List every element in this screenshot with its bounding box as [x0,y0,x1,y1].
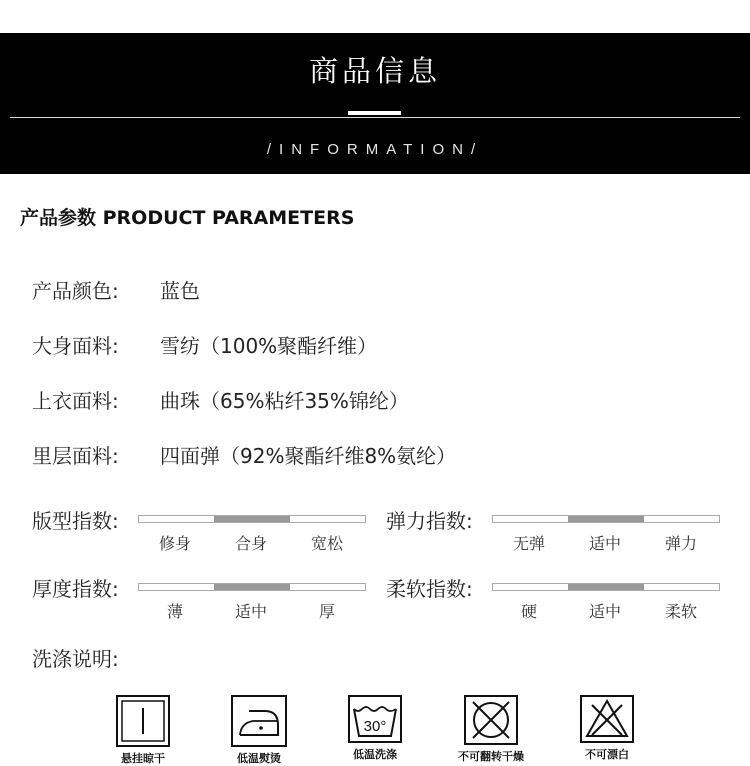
care-caption: 悬挂晾干 [121,752,165,765]
scale-segment [644,516,719,522]
scale-segment-selected [214,516,289,522]
param-value: 曲珠（65%粘纤35%锦纶） [160,389,409,413]
param-label: 上衣面料: [32,389,119,413]
care-item-wash-30 [320,695,430,762]
care-item-no-tumble-dry [436,695,546,764]
section-heading: 产品参数 PRODUCT PARAMETERS [20,207,355,229]
banner-title-underline [348,111,401,115]
scale-bar [138,583,366,591]
scale-option: 宽松 [310,534,343,553]
no-tumble-dry-icon [464,695,518,745]
scale-option: 厚 [318,602,335,621]
scale-label: 弹力指数: [386,509,473,533]
scale-option: 柔软 [664,602,697,621]
scale-option: 适中 [234,602,267,621]
param-value: 四面弹（92%聚酯纤维8%氨纶） [160,444,457,468]
banner-subtitle: /INFORMATION/ [266,141,484,158]
wash-temperature: 30° [363,718,387,735]
scale-option: 适中 [588,534,621,553]
scale-bar [138,515,366,523]
param-label: 里层面料: [32,444,119,468]
hang-dry-icon [116,695,170,747]
scale-segment [290,584,365,590]
care-caption: 低温洗涤 [353,748,397,761]
scale-segment [644,584,719,590]
scale-segment-selected [568,584,643,590]
care-caption: 不可翻转干燥 [458,750,524,763]
scale-segment [493,584,568,590]
param-row-top-fabric [32,385,409,414]
param-label: 产品颜色: [32,279,119,303]
scale-segment-selected [214,584,289,590]
param-row-lining-fabric [32,440,456,469]
scale-label: 柔软指数: [386,577,473,601]
scale-option: 薄 [166,602,183,621]
scale-segment-selected [568,516,643,522]
scale-label: 厚度指数: [32,577,119,601]
scale-segment [493,516,568,522]
param-value: 雪纺（100%聚酯纤维） [160,334,378,358]
scale-option: 修身 [158,534,191,553]
scale-label: 版型指数: [32,509,119,533]
scale-option: 硬 [520,602,537,621]
low-iron-icon [231,695,287,747]
param-row-color [32,275,200,304]
param-label: 大身面料: [32,334,119,358]
scale-option: 适中 [588,602,621,621]
care-item-low-iron [204,695,314,766]
care-item-no-bleach [552,695,662,762]
scale-option: 无弹 [512,534,545,553]
scale-segment [290,516,365,522]
scale-segment [139,584,214,590]
care-item-hang-dry [88,695,198,766]
scale-bar [492,583,720,591]
care-caption: 低温熨烫 [237,752,281,765]
wash-title: 洗涤说明: [32,647,119,671]
banner-title: 商品信息 [308,54,441,88]
scale-option: 合身 [234,534,267,553]
no-bleach-icon [580,695,634,743]
scale-option: 弹力 [664,534,697,553]
param-value: 蓝色 [160,279,200,303]
banner-divider [10,117,740,118]
wash-30-icon [348,695,402,743]
care-caption: 不可漂白 [585,748,629,761]
param-row-body-fabric [32,330,377,359]
scale-bar [492,515,720,523]
scale-segment [139,516,214,522]
info-banner [0,33,750,174]
